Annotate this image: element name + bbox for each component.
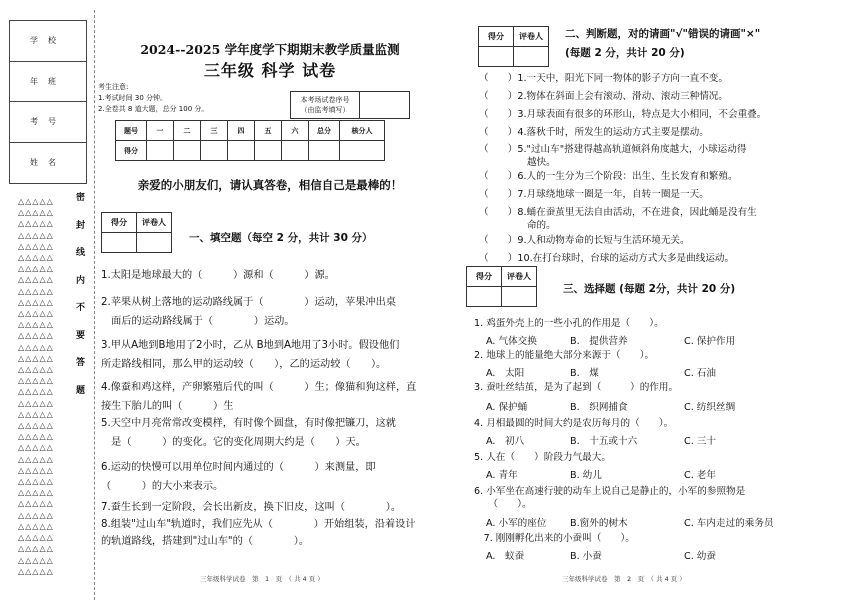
choice-option[interactable]: C. 纺织丝绸 <box>684 402 736 413</box>
triangle-row: △△△△△ <box>18 365 54 375</box>
fill-blank-question <box>101 414 451 452</box>
triangle-row: △△△△△ <box>18 342 54 352</box>
question-line: 4.像蚕和鸡这样，产卵繁殖后代的叫（ ）生；像猫和狗这样，直 <box>101 382 417 393</box>
triangle-row: △△△△△ <box>18 376 54 386</box>
score-header-cell: 核分人 <box>340 121 385 141</box>
section1-title: 一、填空题（每空 2 分，共计 30 分） <box>189 232 373 244</box>
question-line: 接生下胎儿的叫（ ）生 <box>101 401 234 412</box>
choice-option[interactable]: B.窗外的树木 <box>570 518 628 529</box>
choice-option[interactable]: B. 小蚕 <box>570 551 602 562</box>
triangle-row: △△△△△ <box>18 488 54 498</box>
fill-blank-question <box>101 266 451 285</box>
seal-char: 要 <box>76 330 86 341</box>
triangle-row: △△△△△ <box>18 477 54 487</box>
question-line: （ ）5."过山车"搭建得越高轨道倾斜角度越大，小球运动得 <box>479 144 747 155</box>
choice-question: 5. 人在（ ）阶段力气最大。 <box>474 452 611 463</box>
section2-title: 二、判断题，对的请画"√"错误的请画"×" <box>565 28 761 40</box>
score-header-cell: 一 <box>147 121 174 141</box>
question-line: （ ）6.人的一生分为三个阶段：出生、生长发育和繁殖。 <box>479 171 738 182</box>
choice-option[interactable]: A. 太阳 <box>486 368 525 379</box>
choice-option[interactable]: A. 蚁蚕 <box>486 551 525 562</box>
score-cell[interactable] <box>479 47 514 67</box>
choice-question: 6. 小军坐在高速行驶的动车上说自己是静止的，小军的参照物是 <box>474 486 746 497</box>
question-line: （ ）的大小来表示。 <box>101 481 224 492</box>
choice-option[interactable]: C. 车内走过的乘务员 <box>684 518 774 529</box>
exam-subtitle: 三年级 科学 试卷 <box>203 61 337 80</box>
score-header-cell: 六 <box>282 121 309 141</box>
triangle-row: △△△△△ <box>18 286 54 296</box>
score-row-label: 得分 <box>116 141 147 161</box>
code-box-input[interactable] <box>360 92 410 119</box>
choice-option[interactable]: A. 小军的座位 <box>486 518 547 529</box>
question-line: 5.天空中月亮常常改变模样，有时像个圆盘，有时像把镰刀，这就 <box>101 418 396 429</box>
question-line: （ ）4.落秋千时，所发生的运动方式主要是摆动。 <box>479 127 709 138</box>
score-header-cell: 二 <box>174 121 201 141</box>
question-line: 8.组装"过山车"轨道时，我们应先从（ ）开始组装，沿着设计 <box>101 519 416 530</box>
choice-option[interactable]: B. 煤 <box>570 368 599 379</box>
student-info-box <box>9 20 87 184</box>
code-box: 本考场试卷序号 （由监考填写） <box>290 91 410 119</box>
triangle-row: △△△△△ <box>18 443 54 453</box>
choice-option[interactable]: B. 织网捕食 <box>570 402 628 413</box>
question-line: 7.蚕生长到一定阶段，会长出新皮，换下旧皮，这叫（ ）。 <box>101 502 402 513</box>
choice-options <box>486 333 814 347</box>
triangle-row: △△△△△ <box>18 219 54 229</box>
fill-blank-question <box>101 458 451 496</box>
fill-blank-question <box>101 499 451 550</box>
question-line: （ ）7.月球绕地球一圈是一年，自转一圈是一天。 <box>479 189 709 200</box>
choice-option[interactable]: B. 提供营养 <box>570 336 628 347</box>
triangle-row: △△△△△ <box>18 320 54 330</box>
true-false-question <box>479 90 809 103</box>
question-line: 6.运动的快慢可以用单位时间内通过的（ ）来测量，即 <box>101 462 376 473</box>
choice-options <box>486 467 814 481</box>
name-field[interactable]: 姓名 <box>30 158 66 168</box>
choice-options <box>486 515 814 529</box>
true-false-question <box>479 188 809 201</box>
choice-option[interactable]: A. 保护蛹 <box>486 402 528 413</box>
question-line: 2.苹果从树上落地的运动路线属于（ ）运动，苹果冲出桌 <box>101 297 396 308</box>
seal-char: 答 <box>76 358 86 368</box>
encouragement-text: 亲爱的小朋友们，请认真答卷，相信自己是最棒的！ <box>137 178 403 192</box>
question-line: 面后的运动路线属于（ ）运动。 <box>101 316 295 327</box>
exam-title: 2024--2025 学年度学下期期末教学质量监测 <box>140 42 400 57</box>
choice-option[interactable]: C. 石油 <box>684 368 716 379</box>
fill-blank-question <box>101 336 451 374</box>
question-line: （ ）10.在打台球时，台球的运动方式大多是曲线运动。 <box>479 253 735 264</box>
seal-char: 封 <box>76 220 86 231</box>
choice-question: 1. 鸡蛋外壳上的一些小孔的作用是（ ）。 <box>474 318 664 329</box>
seal-char: 不 <box>76 303 86 313</box>
triangle-row: △△△△△ <box>18 555 54 565</box>
choice-options <box>486 365 814 379</box>
reviewer-cell[interactable] <box>137 233 172 253</box>
score-cell[interactable] <box>102 233 137 253</box>
grader-box-3: 得分 评卷人 <box>466 266 537 307</box>
choice-option[interactable]: A. 青年 <box>486 470 518 481</box>
true-false-question <box>479 108 809 121</box>
triangle-row: △△△△△ <box>18 398 54 408</box>
choice-question: 7. 刚刚孵化出来的小蚕叫（ ）。 <box>474 533 635 544</box>
triangle-border <box>18 196 78 577</box>
question-line: （ ）3.月球表面有很多的环形山，特点是大小相同，不会重叠。 <box>479 109 767 120</box>
choice-option[interactable]: C. 幼蚕 <box>684 551 716 562</box>
score-header-cell: 三 <box>201 121 228 141</box>
triangle-row: △△△△△ <box>18 309 54 319</box>
triangle-row: △△△△△ <box>18 197 54 206</box>
question-line: （ ）8.蛹在蚕茧里无法自由活动，不在进食，因此蛹是没有生 <box>479 207 757 218</box>
choice-question: 2. 地球上的能量绝大部分来源于（ ）。 <box>474 350 655 361</box>
grader-box-2: 得分 评卷人 <box>478 26 549 67</box>
question-line: 越快。 <box>479 157 556 168</box>
choice-option[interactable]: B. 幼儿 <box>570 470 602 481</box>
score-cell[interactable] <box>228 141 255 161</box>
fill-blank-question <box>101 293 451 331</box>
score-header-cell: 五 <box>255 121 282 141</box>
triangle-row: △△△△△ <box>18 566 54 576</box>
triangle-row: △△△△△ <box>18 241 54 251</box>
score-cell[interactable] <box>201 141 228 161</box>
score-cell[interactable] <box>255 141 282 161</box>
triangle-row: △△△△△ <box>18 432 54 442</box>
question-line: （ ）2.物体在斜面上会有滚动、滑动、滚动三种情况。 <box>479 91 728 102</box>
score-header-cell: 四 <box>228 121 255 141</box>
true-false-question <box>479 126 809 139</box>
question-line: （ ）1.一天中，阳光下同一物体的影子方向一直不变。 <box>479 73 728 84</box>
triangle-row: △△△△△ <box>18 387 54 397</box>
section2-subtitle: (每题 2 分，共计 20 分) <box>565 47 685 59</box>
school-field[interactable]: 学校 <box>10 21 86 62</box>
grader-box-1: 得分 评卷人 <box>101 212 172 253</box>
choice-option[interactable]: C. 老年 <box>684 470 716 481</box>
score-table <box>115 120 385 161</box>
true-false-question <box>479 170 809 183</box>
choice-question: （ ）。 <box>474 499 532 510</box>
seal-dashed-line <box>94 10 95 600</box>
triangle-row: △△△△△ <box>18 454 54 464</box>
true-false-question <box>479 252 809 265</box>
triangle-row: △△△△△ <box>18 409 54 419</box>
triangle-row: △△△△△ <box>18 465 54 475</box>
triangle-row: △△△△△ <box>18 275 54 285</box>
choice-option[interactable]: C. 三十 <box>684 436 716 447</box>
triangle-row: △△△△△ <box>18 353 54 363</box>
triangle-row: △△△△△ <box>18 253 54 263</box>
score-cell[interactable] <box>340 141 385 161</box>
score-header-cell: 题号 <box>116 121 147 141</box>
choice-option[interactable]: B. 十五或十六 <box>570 436 638 447</box>
choice-option[interactable]: C. 保护作用 <box>684 336 736 347</box>
question-line: 是（ ）的变化。它的变化周期大约是（ ）天。 <box>101 437 366 448</box>
question-line: 的轨道路线，搭建到"过山车"的（ ）。 <box>101 536 310 547</box>
triangle-row: △△△△△ <box>18 499 54 509</box>
question-line: 命的。 <box>479 220 556 231</box>
triangle-row: △△△△△ <box>18 510 54 520</box>
true-false-question <box>479 206 809 232</box>
triangle-row: △△△△△ <box>18 521 54 531</box>
fill-blank-question <box>101 378 451 416</box>
choice-options <box>486 548 814 562</box>
choice-options <box>486 399 814 413</box>
section3-title: 三、选择题 (每题 2分，共计 20 分) <box>563 283 736 295</box>
triangle-row: △△△△△ <box>18 230 54 240</box>
seal-char: 题 <box>76 385 86 396</box>
triangle-row: △△△△△ <box>18 331 54 341</box>
score-cell[interactable] <box>147 141 174 161</box>
exam-notes: 考生注意: 1.考试时间 30 分钟。 2.全卷共 8 道大题，总分 100 分。 <box>98 83 209 113</box>
footer-right: 三年级科学试卷 第 2 页 （ 共 4 页 ） <box>562 575 686 583</box>
seal-char: 线 <box>76 248 86 258</box>
exam-number-field[interactable]: 考号 <box>10 102 86 143</box>
choice-question: 3. 蚕吐丝结茧，是为了起到（ ）的作用。 <box>474 382 679 393</box>
true-false-question <box>479 234 809 247</box>
choice-options <box>486 433 814 447</box>
triangle-row: △△△△△ <box>18 264 54 274</box>
triangle-row: △△△△△ <box>18 421 54 431</box>
true-false-question <box>479 72 809 85</box>
triangle-row: △△△△△ <box>18 544 54 554</box>
choice-option[interactable]: A. 气体交换 <box>486 336 537 347</box>
question-line: （ ）9.人和动物寿命的长短与生活环境无关。 <box>479 235 690 246</box>
seal-char: 内 <box>76 275 86 286</box>
reviewer-cell[interactable] <box>502 287 537 307</box>
seal-char: 密 <box>76 193 86 203</box>
choice-option[interactable]: A. 初八 <box>486 436 525 447</box>
triangle-row: △△△△△ <box>18 297 54 307</box>
triangle-row: △△△△△ <box>18 208 54 218</box>
score-cell[interactable] <box>467 287 502 307</box>
triangle-row: △△△△△ <box>18 533 54 543</box>
true-false-question <box>479 143 809 169</box>
footer-left: 三年级科学试卷 第 1 页 （ 共 4 页 ） <box>200 575 324 583</box>
class-field[interactable]: 年班 <box>10 62 86 103</box>
question-line: 3.甲从A地到B地用了2小时，乙从 B地到A地用了3小时。假设他们 <box>101 340 400 351</box>
score-header-cell: 总分 <box>309 121 340 141</box>
score-cell[interactable] <box>174 141 201 161</box>
reviewer-cell[interactable] <box>514 47 549 67</box>
score-cell[interactable] <box>282 141 309 161</box>
choice-question: 4. 月相最圆的时间大约是农历每月的（ ）。 <box>474 418 674 429</box>
question-line: 1.太阳是地球最大的（ ）源和（ ）源。 <box>101 270 335 281</box>
score-cell[interactable] <box>309 141 340 161</box>
question-line: 所走路线相同，那么甲的运动较（ ），乙的运动较（ ）。 <box>101 359 387 370</box>
